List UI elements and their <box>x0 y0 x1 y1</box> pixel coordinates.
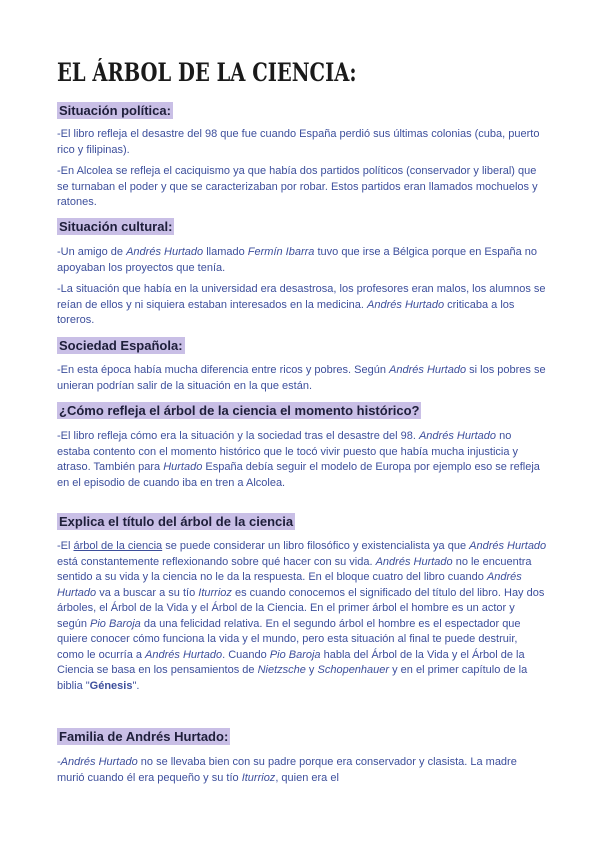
paragraph: -La situación que había en la universidad era desastrosa, los profesores eran malos, los alumnos se reían de ellos y ni siquiera estaban interesados en la medicina. Andrés Hurtado criticaba a los toreros. <box>57 283 546 326</box>
section-heading-familia-hurtado: Familia de Andrés Hurtado: <box>59 729 229 744</box>
paragraph: -El libro refleja cómo era la situación y la sociedad tras el desastre del 98. Andrés Hurtado no estaba contento con el momento histórico que le tocó vivir puesto que había mucha injusticia y atraso. También para Hurtado España debía seguir el modelo de Europa por ejemplo eso se refleja en el episodio de cuando iba en tren a Alcolea. <box>57 430 540 489</box>
paragraph: -El libro refleja el desastre del 98 que fue cuando España perdió sus últimas colonias (cuba, puerto rico y filipinas). <box>57 128 540 156</box>
paragraph: -El árbol de la ciencia se puede considerar un libro filosófico y existencialista ya que Andrés Hurtado está constantemente reflexionando sobre qué hacer con su vida. Andrés Hurtado no le encuentra sentido a su vida y la ciencia no le da la respuesta. En el bloque cuatro del libro cuando Andrés Hurtado va a buscar a su tío Iturrioz es cuando conocemos el significado del título del libro. Hay dos árboles, el Árbol de la Vida y el Árbol de la Ciencia. En el primer árbol el hombre es un actor y según Pio Baroja da una felicidad relativa. En el segundo árbol el hombre es el espectador que quiere conocer cómo funciona la vida y el mundo, pero esta situación al final te puede destruir, como le ocurría a Andrés Hurtado. Cuando Pio Baroja habla del Árbol de la Vida y el Árbol de la Ciencia se basa en los pensamientos de Nietzsche y Schopenhauer y en el primer capítulo de la biblia "Génesis". <box>57 540 547 692</box>
document-title: EL ÁRBOL DE LA CIENCIA: <box>57 58 357 87</box>
section-heading-momento-historico: ¿Cómo refleja el árbol de la ciencia el momento histórico? <box>59 403 420 418</box>
section-heading-situacion-politica: Situación política: <box>59 103 171 118</box>
section-heading-sociedad-espanola: Sociedad Española: <box>59 338 183 353</box>
section-heading-situacion-cultural: Situación cultural: <box>59 219 173 234</box>
section-heading-titulo-arbol: Explica el título del árbol de la ciencia <box>59 514 294 529</box>
paragraph: -Andrés Hurtado no se llevaba bien con su padre porque era conservador y clasista. La madre murió cuando él era pequeño y su tío Iturrioz, quien era el <box>57 756 517 784</box>
paragraph: -En esta época había mucha diferencia entre ricos y pobres. Según Andrés Hurtado si los pobres se unieran podrían salir de la situación en la que están. <box>57 364 546 392</box>
paragraph: -Un amigo de Andrés Hurtado llamado Fermín Ibarra tuvo que irse a Bélgica porque en España no apoyaban los proyectos que tenía. <box>57 246 538 274</box>
paragraph: -En Alcolea se refleja el caciquismo ya que había dos partidos políticos (conservador y liberal) que se turnaban el poder y que se caracterizaban por robar. Estos partidos eran llamados mochuelos y ratones. <box>57 165 538 208</box>
